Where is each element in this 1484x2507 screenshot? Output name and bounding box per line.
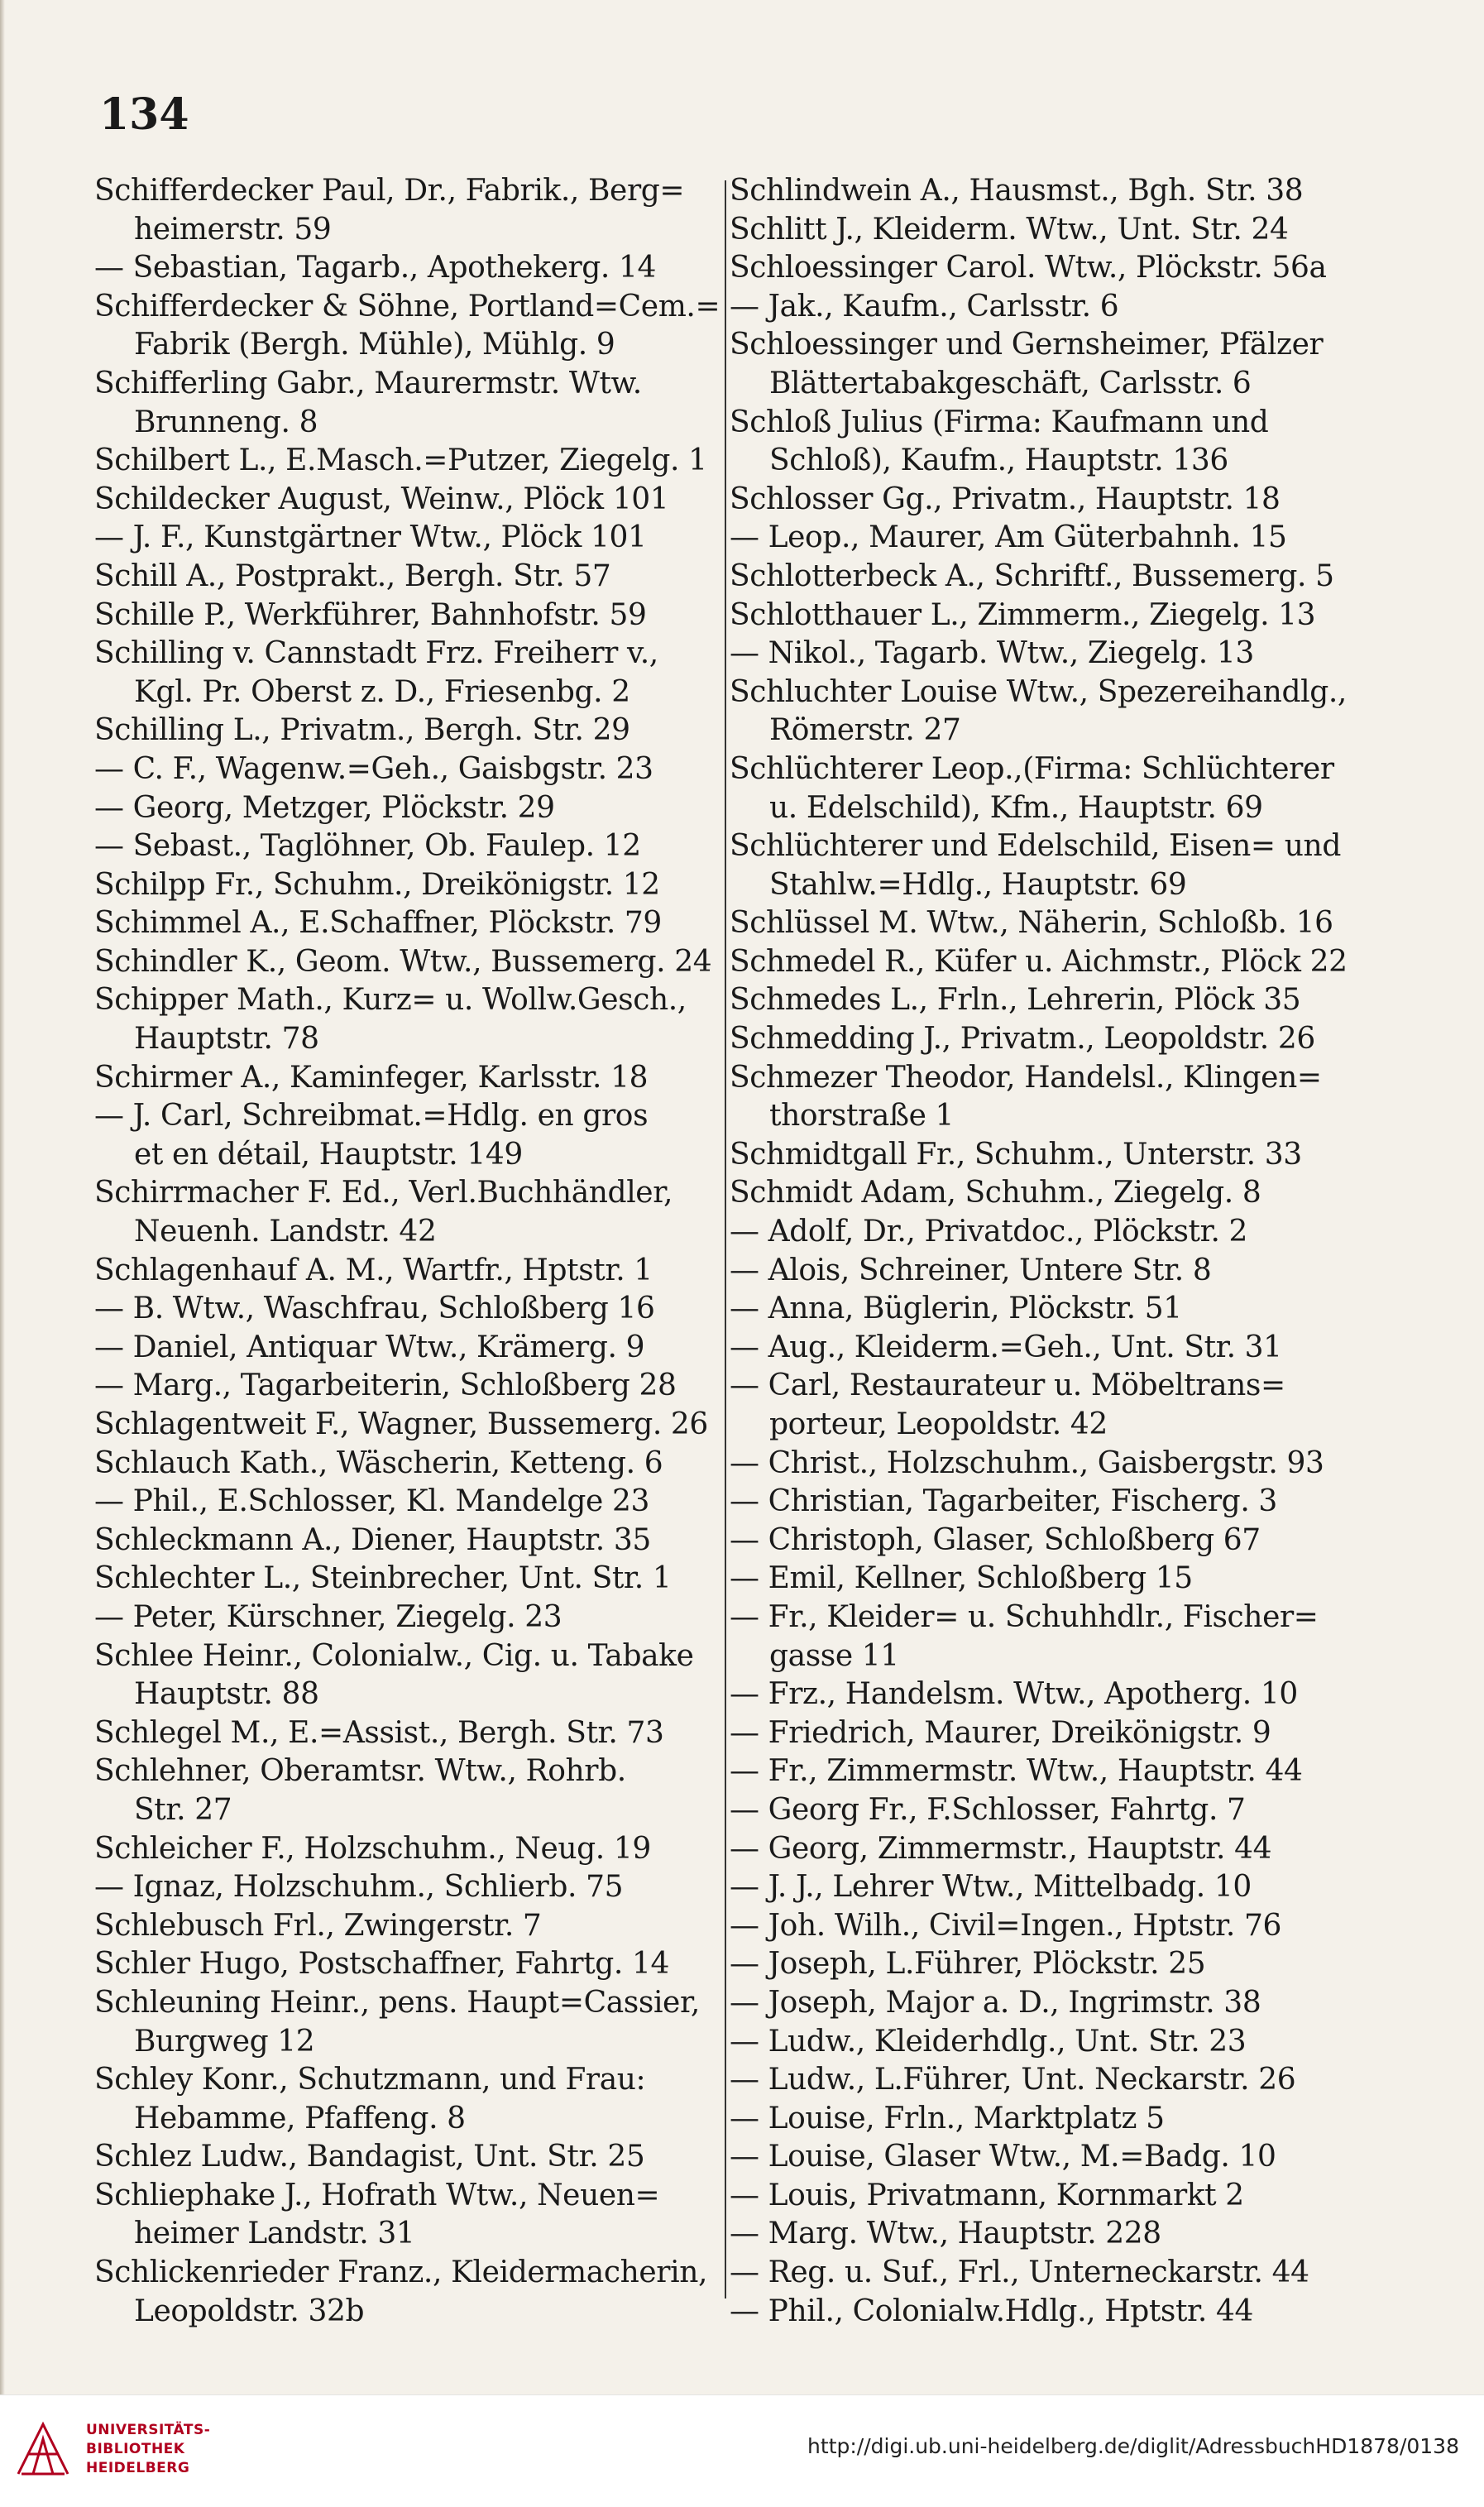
directory-entry-line: Schmidtgall Fr., Schuhm., Unterstr. 33 — [730, 1137, 1302, 1172]
directory-entry-line: — Daniel, Antiquar Wtw., Krämerg. 9 — [94, 1330, 645, 1364]
directory-entry-line: Schlosser Gg., Privatm., Hauptstr. 18 — [730, 482, 1281, 516]
directory-entry-line: Schler Hugo, Postschaffner, Fahrtg. 14 — [94, 1947, 670, 1982]
directory-entry-line: Schleckmann A., Diener, Hauptstr. 35 — [94, 1522, 651, 1557]
directory-entry-line: Schipper Math., Kurz= u. Wollw.Gesch., — [94, 983, 687, 1018]
directory-entry-line: — Christ., Holzschuhm., Gaisbergstr. 93 — [730, 1445, 1324, 1480]
directory-entry-line: — Joseph, L.Führer, Plöckstr. 25 — [730, 1947, 1206, 1982]
directory-entry-line: Schille P., Werkführer, Bahnhofstr. 59 — [94, 597, 647, 632]
directory-entry-line: Schlickenrieder Franz., Kleidermacherin, — [94, 2255, 708, 2290]
directory-entry-line: — Nikol., Tagarb. Wtw., Ziegelg. 13 — [730, 636, 1254, 671]
directory-entry-line: Schirmer A., Kaminfeger, Karlsstr. 18 — [94, 1060, 649, 1095]
directory-entry-line: Schlüssel M. Wtw., Näherin, Schloßb. 16 — [730, 906, 1333, 941]
directory-entry-line: Schlebusch Frl., Zwingerstr. 7 — [94, 1908, 542, 1943]
directory-entry-line: Schluchter Louise Wtw., Spezereihandlg., — [730, 674, 1347, 709]
directory-entry-line: porteur, Leopoldstr. 42 — [769, 1407, 1108, 1441]
directory-entry-line: Str. 27 — [134, 1792, 232, 1827]
directory-entry-line: Römerstr. 27 — [769, 713, 961, 748]
directory-entry-line: Schilpp Fr., Schuhm., Dreikönigstr. 12 — [94, 867, 660, 902]
directory-entry-line: Schlotthauer L., Zimmerm., Ziegelg. 13 — [730, 597, 1316, 632]
directory-entry-line: — Sebast., Taglöhner, Ob. Faulep. 12 — [94, 829, 641, 864]
directory-entry-line: heimer Landstr. 31 — [134, 2217, 415, 2251]
directory-entry-line: — Sebastian, Tagarb., Apothekerg. 14 — [94, 251, 657, 285]
directory-entry-line: Neuenh. Landstr. 42 — [134, 1215, 437, 1249]
directory-entry-line: — J. J., Lehrer Wtw., Mittelbadg. 10 — [730, 1870, 1252, 1905]
directory-entry-line: — Reg. u. Suf., Frl., Unterneckarstr. 44 — [730, 2255, 1309, 2290]
directory-entry-line: Schmidt Adam, Schuhm., Ziegelg. 8 — [730, 1176, 1261, 1210]
directory-entry-line: Brunneng. 8 — [134, 405, 318, 439]
directory-entry-line: Schmedes L., Frln., Lehrerin, Plöck 35 — [730, 983, 1301, 1018]
directory-entry-line: Schifferling Gabr., Maurermstr. Wtw. — [94, 366, 642, 400]
logo-line: BIBLIOTHEK — [86, 2441, 185, 2457]
directory-entry-line: Schleuning Heinr., pens. Haupt=Cassier, — [94, 1985, 700, 2020]
source-url-link[interactable]: http://digi.ub.uni-heidelberg.de/diglit/AdressbuchHD1878/0138 — [807, 2434, 1459, 2458]
directory-entry-line: — Ludw., L.Führer, Unt. Neckarstr. 26 — [730, 2063, 1296, 2097]
directory-entry-line: Schloß), Kaufm., Hauptstr. 136 — [769, 443, 1228, 478]
directory-entry-line: Schildecker August, Weinw., Plöck 101 — [94, 482, 669, 516]
directory-entry-line: — Phil., Colonialw.Hdlg., Hptstr. 44 — [730, 2294, 1254, 2328]
directory-entry-line: Schlauch Kath., Wäscherin, Ketteng. 6 — [94, 1445, 663, 1480]
directory-entry-line: — Fr., Zimmermstr. Wtw., Hauptstr. 44 — [730, 1754, 1303, 1789]
directory-entry-line: Fabrik (Bergh. Mühle), Mühlg. 9 — [134, 328, 615, 362]
directory-entry-line: Schlitt J., Kleiderm. Wtw., Unt. Str. 24 — [730, 212, 1289, 247]
directory-entry-line: — Georg Fr., F.Schlosser, Fahrtg. 7 — [730, 1792, 1246, 1827]
left-column — [94, 172, 723, 2331]
directory-entry-line: Stahlw.=Hdlg., Hauptstr. 69 — [769, 867, 1187, 902]
directory-entry-line: Schmezer Theodor, Handelsl., Klingen= — [730, 1060, 1322, 1095]
directory-entry-line: — Emil, Kellner, Schloßberg 15 — [730, 1561, 1193, 1596]
directory-entry-line: Schlehner, Oberamtsr. Wtw., Rohrb. — [94, 1754, 626, 1789]
directory-entry-line: et en détail, Hauptstr. 149 — [134, 1137, 523, 1172]
directory-entry-line: Schlee Heinr., Colonialw., Cig. u. Tabake — [94, 1638, 694, 1673]
directory-entry-line: Schifferdecker & Söhne, Portland=Cem.= — [94, 289, 720, 324]
directory-entry-line: — Georg, Zimmermstr., Hauptstr. 44 — [730, 1831, 1272, 1866]
directory-entry-line: Schill A., Postprakt., Bergh. Str. 57 — [94, 558, 611, 593]
directory-entry-line: — C. F., Wagenw.=Geh., Gaisbgstr. 23 — [94, 751, 653, 786]
directory-entry-line: Schindler K., Geom. Wtw., Bussemerg. 24 — [94, 944, 712, 979]
directory-entry-line: Schlagenhauf A. M., Wartfr., Hptstr. 1 — [94, 1253, 653, 1287]
directory-entry-line: — B. Wtw., Waschfrau, Schloßberg 16 — [94, 1292, 655, 1326]
directory-entry-line: Hebamme, Pfaffeng. 8 — [134, 2101, 466, 2136]
directory-entry-line: — Louise, Glaser Wtw., M.=Badg. 10 — [730, 2140, 1276, 2174]
directory-entry-line: Schloessinger und Gernsheimer, Pfälzer — [730, 328, 1324, 362]
directory-entry-line: Schlindwein A., Hausmst., Bgh. Str. 38 — [730, 174, 1304, 208]
directory-entry-line: Schmedel R., Küfer u. Aichmstr., Plöck 22 — [730, 944, 1348, 979]
directory-entry-line: — Marg., Tagarbeiterin, Schloßberg 28 — [94, 1369, 677, 1403]
directory-entry-line: — Aug., Kleiderm.=Geh., Unt. Str. 31 — [730, 1330, 1282, 1364]
scan-edge-shadow — [0, 0, 5, 2506]
directory-entry-line: — Anna, Büglerin, Plöckstr. 51 — [730, 1292, 1182, 1326]
directory-entry-line: Burgweg 12 — [134, 2024, 315, 2059]
directory-entry-line: — Louise, Frln., Marktplatz 5 — [730, 2101, 1165, 2136]
directory-entry-line: — Adolf, Dr., Privatdoc., Plöckstr. 2 — [730, 1215, 1248, 1249]
directory-entry-line: Schliephake J., Hofrath Wtw., Neuen= — [94, 2178, 660, 2212]
directory-entry-line: — Georg, Metzger, Plöckstr. 29 — [94, 790, 555, 825]
column-divider — [725, 180, 726, 2298]
directory-entry-line: — Christian, Tagarbeiter, Fischerg. 3 — [730, 1484, 1277, 1519]
directory-entry-line: Leopoldstr. 32b — [134, 2294, 365, 2328]
directory-entry-line: — Christoph, Glaser, Schloßberg 67 — [730, 1522, 1261, 1557]
directory-entry-line: thorstraße 1 — [769, 1099, 955, 1134]
directory-entry-line: — J. Carl, Schreibmat.=Hdlg. en gros — [94, 1099, 649, 1134]
directory-entry-line: heimerstr. 59 — [134, 212, 332, 247]
directory-entry-line: Schleicher F., Holzschuhm., Neug. 19 — [94, 1831, 651, 1866]
directory-entry-line: — Joh. Wilh., Civil=Ingen., Hptstr. 76 — [730, 1908, 1281, 1943]
directory-entry-line: Schlüchterer Leop.,(Firma: Schlüchterer — [730, 751, 1334, 786]
directory-entry-line: Schifferdecker Paul, Dr., Fabrik., Berg= — [94, 174, 685, 208]
directory-entry-line: — J. F., Kunstgärtner Wtw., Plöck 101 — [94, 520, 647, 555]
directory-entry-line: — Leop., Maurer, Am Güterbahnh. 15 — [730, 520, 1287, 555]
directory-entry-line: Schirrmacher F. Ed., Verl.Buchhändler, — [94, 1176, 673, 1210]
directory-entry-line: Schley Konr., Schutzmann, und Frau: — [94, 2063, 646, 2097]
directory-entry-line: Schlotterbeck A., Schriftf., Bussemerg. 5 — [730, 558, 1334, 593]
logo-line: UNIVERSITÄTS- — [86, 2422, 211, 2438]
directory-entry-line: — Ludw., Kleiderhdlg., Unt. Str. 23 — [730, 2024, 1247, 2059]
directory-entry-line: Schimmel A., E.Schaffner, Plöckstr. 79 — [94, 906, 662, 941]
library-logo-text — [86, 2421, 210, 2478]
directory-entry-line: Hauptstr. 88 — [134, 1677, 319, 1712]
directory-entry-line: — Phil., E.Schlosser, Kl. Mandelge 23 — [94, 1484, 649, 1519]
right-column — [730, 172, 1358, 2331]
directory-entry-line: Schloß Julius (Firma: Kaufmann und — [730, 405, 1269, 439]
directory-entry-line: — Friedrich, Maurer, Dreikönigstr. 9 — [730, 1715, 1271, 1750]
directory-entry-line: — Louis, Privatmann, Kornmarkt 2 — [730, 2178, 1244, 2212]
directory-entry-line: Kgl. Pr. Oberst z. D., Friesenbg. 2 — [134, 674, 630, 709]
directory-entry-line: Schloessinger Carol. Wtw., Plöckstr. 56a — [730, 251, 1327, 285]
directory-entry-line: — Carl, Restaurateur u. Möbeltrans= — [730, 1369, 1285, 1403]
directory-entry-line: Schlüchterer und Edelschild, Eisen= und — [730, 829, 1341, 864]
directory-entry-line: Schmedding J., Privatm., Leopoldstr. 26 — [730, 1022, 1315, 1057]
page-number: 134 — [99, 89, 189, 140]
directory-entry-line: — Fr., Kleider= u. Schuhhdlr., Fischer= — [730, 1599, 1319, 1634]
directory-entry-line: Schlegel M., E.=Assist., Bergh. Str. 73 — [94, 1715, 664, 1750]
directory-entry-line: Hauptstr. 78 — [134, 1022, 319, 1057]
directory-entry-line: Schlechter L., Steinbrecher, Unt. Str. 1 — [94, 1561, 672, 1596]
directory-entry-line: — Alois, Schreiner, Untere Str. 8 — [730, 1253, 1212, 1287]
directory-entry-line: u. Edelschild), Kfm., Hauptstr. 69 — [769, 790, 1263, 825]
directory-entry-line: — Joseph, Major a. D., Ingrimstr. 38 — [730, 1985, 1261, 2020]
directory-entry-line: Schilbert L., E.Masch.=Putzer, Ziegelg. 1 — [94, 443, 707, 478]
directory-entry-line: Schlagentweit F., Wagner, Bussemerg. 26 — [94, 1407, 708, 1441]
directory-entry-line: Schilling v. Cannstadt Frz. Freiherr v., — [94, 636, 658, 671]
directory-entry-line: Schilling L., Privatm., Bergh. Str. 29 — [94, 713, 630, 748]
directory-entry-line: Schlez Ludw., Bandagist, Unt. Str. 25 — [94, 2140, 645, 2174]
directory-entry-line: gasse 11 — [769, 1638, 899, 1673]
directory-entry-line: — Ignaz, Holzschuhm., Schlierb. 75 — [94, 1870, 624, 1905]
logo-line: HEIDELBERG — [86, 2460, 190, 2476]
directory-entry-line: — Peter, Kürschner, Ziegelg. 23 — [94, 1599, 562, 1634]
directory-entry-line: Blättertabakgeschäft, Carlsstr. 6 — [769, 366, 1252, 400]
directory-entry-line: — Jak., Kaufm., Carlsstr. 6 — [730, 289, 1119, 324]
university-seal-logo — [10, 2416, 76, 2482]
directory-entry-line: — Marg. Wtw., Hauptstr. 228 — [730, 2217, 1161, 2251]
directory-entry-line: — Frz., Handelsm. Wtw., Apotherg. 10 — [730, 1677, 1298, 1712]
